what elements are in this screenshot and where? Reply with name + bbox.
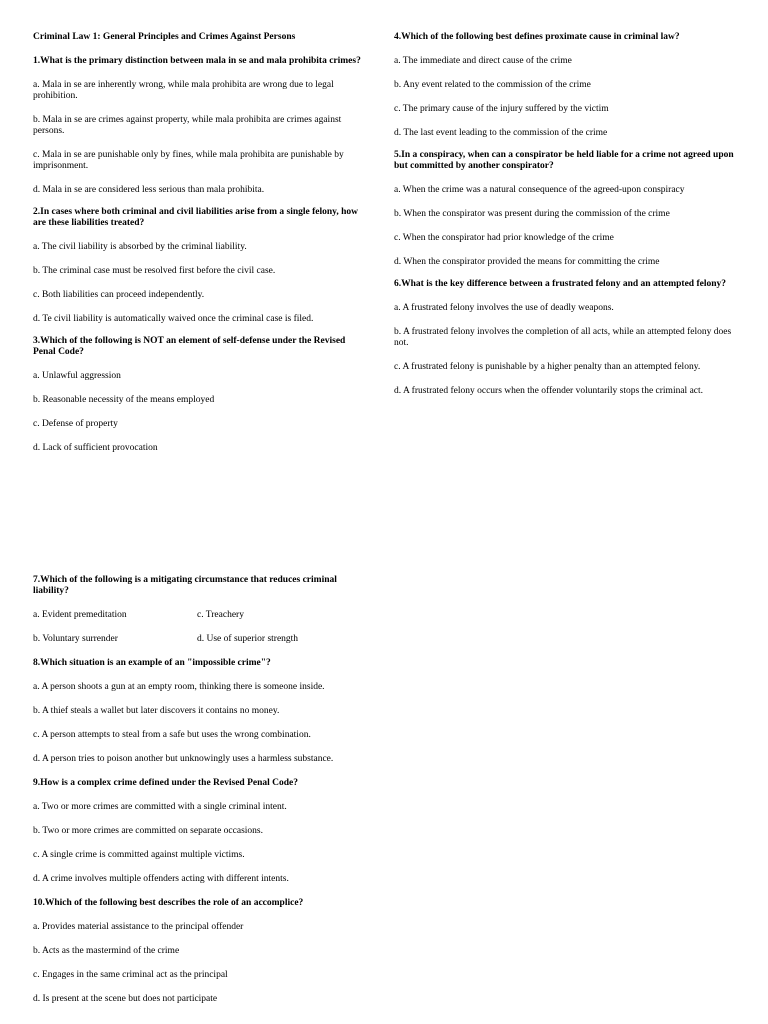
question-text: 2.In cases where both criminal and civil liabilities arise from a single felony, how are these liabilities treated? <box>33 207 359 228</box>
question-block-1 <box>33 56 363 196</box>
left-column-bottom <box>33 575 363 1018</box>
option-c: c. When the conspirator had prior knowledge of the crime <box>394 233 614 243</box>
option-c: c. Both liabilities can proceed independently. <box>33 290 205 300</box>
option-d: d. Te civil liability is automatically waived once the criminal case is filed. <box>33 314 314 324</box>
option-c: c. The primary cause of the injury suffered by the victim <box>394 104 609 114</box>
option-a: a. Mala in se are inherently wrong, while mala prohibita are wrong due to legal prohibition. <box>33 80 334 101</box>
option-c: c. A frustrated felony is punishable by a higher penalty than an attempted felony. <box>394 362 701 372</box>
option-b: b. Voluntary surrender <box>33 634 118 644</box>
left-column-top <box>33 32 363 467</box>
question-text: 5.In a conspiracy, when can a conspirator be held liable for a crime not agreed upon but committed by another conspirator? <box>394 150 734 171</box>
option-b: b. Reasonable necessity of the means employed <box>33 395 215 405</box>
question-block-5 <box>394 150 739 268</box>
option-a: a. A person shoots a gun at an empty room, thinking there is someone inside. <box>33 682 325 692</box>
option-d: d. Lack of sufficient provocation <box>33 443 158 453</box>
question-block-6 <box>394 279 739 397</box>
question-text: 1.What is the primary distinction between mala in se and mala prohibita crimes? <box>33 56 361 66</box>
option-a: a. Two or more crimes are committed with a single criminal intent. <box>33 802 287 812</box>
option-a: a. The civil liability is absorbed by the criminal liability. <box>33 242 247 252</box>
document-title: Criminal Law 1: General Principles and Crimes Against Persons <box>33 32 296 42</box>
option-b: b. A frustrated felony involves the completion of all acts, while an attempted felony does not. <box>394 327 732 348</box>
option-a: a. When the crime was a natural consequence of the agreed-upon conspiracy <box>394 185 685 195</box>
question-block-8 <box>33 658 363 765</box>
option-d: d. Mala in se are considered less serious than mala prohibita. <box>33 185 265 195</box>
option-c: c. Defense of property <box>33 419 118 429</box>
option-d: d. Use of superior strength <box>197 634 299 644</box>
question-text: 4.Which of the following best defines proximate cause in criminal law? <box>394 32 680 42</box>
option-c: c. Engages in the same criminal act as the principal <box>33 970 228 980</box>
option-c: c. A single crime is committed against multiple victims. <box>33 850 245 860</box>
option-b: b. Mala in se are crimes against property, while mala prohibita are crimes against persons. <box>33 115 342 136</box>
question-block-2 <box>33 207 363 325</box>
question-text: 6.What is the key difference between a frustrated felony and an attempted felony? <box>394 279 727 289</box>
question-block-3 <box>33 336 363 454</box>
question-block-10 <box>33 898 363 1005</box>
option-b: b. The criminal case must be resolved first before the civil case. <box>33 266 276 276</box>
question-text: 10.Which of the following best describes the role of an accomplice? <box>33 898 304 908</box>
option-a: a. Unlawful aggression <box>33 371 121 381</box>
option-d: d. A person tries to poison another but unknowingly uses a harmless substance. <box>33 754 334 764</box>
option-b: b. Any event related to the commission of the crime <box>394 80 591 90</box>
option-c: c. Mala in se are punishable only by fines, while mala prohibita are punishable by imprisonment. <box>33 150 344 171</box>
option-d: d. When the conspirator provided the means for committing the crime <box>394 257 660 267</box>
option-d: d. The last event leading to the commission of the crime <box>394 128 608 138</box>
question-block-9 <box>33 778 363 885</box>
option-grid <box>33 610 363 645</box>
option-d: d. A crime involves multiple offenders acting with different intents. <box>33 874 289 884</box>
question-text: 9.How is a complex crime defined under the Revised Penal Code? <box>33 778 299 788</box>
option-b: b. A thief steals a wallet but later discovers it contains no money. <box>33 706 280 716</box>
option-d: d. A frustrated felony occurs when the offender voluntarily stops the criminal act. <box>394 386 704 396</box>
option-a: a. Evident premeditation <box>33 610 127 620</box>
option-d: d. Is present at the scene but does not participate <box>33 994 218 1004</box>
question-block-4 <box>394 32 739 139</box>
question-text: 3.Which of the following is NOT an element of self-defense under the Revised Penal Code? <box>33 336 346 357</box>
option-c: c. Treachery <box>197 610 244 620</box>
option-b: b. Acts as the mastermind of the crime <box>33 946 180 956</box>
option-a: a. The immediate and direct cause of the crime <box>394 56 572 66</box>
right-column <box>394 32 739 410</box>
question-text: 7.Which of the following is a mitigating circumstance that reduces criminal liability? <box>33 575 337 596</box>
option-a: a. A frustrated felony involves the use of deadly weapons. <box>394 303 614 313</box>
question-text: 8.Which situation is an example of an "impossible crime"? <box>33 658 271 668</box>
option-b: b. Two or more crimes are committed on separate occasions. <box>33 826 263 836</box>
option-b: b. When the conspirator was present during the commission of the crime <box>394 209 670 219</box>
option-a: a. Provides material assistance to the principal offender <box>33 922 244 932</box>
question-block-7 <box>33 575 363 645</box>
option-c: c. A person attempts to steal from a safe but uses the wrong combination. <box>33 730 311 740</box>
